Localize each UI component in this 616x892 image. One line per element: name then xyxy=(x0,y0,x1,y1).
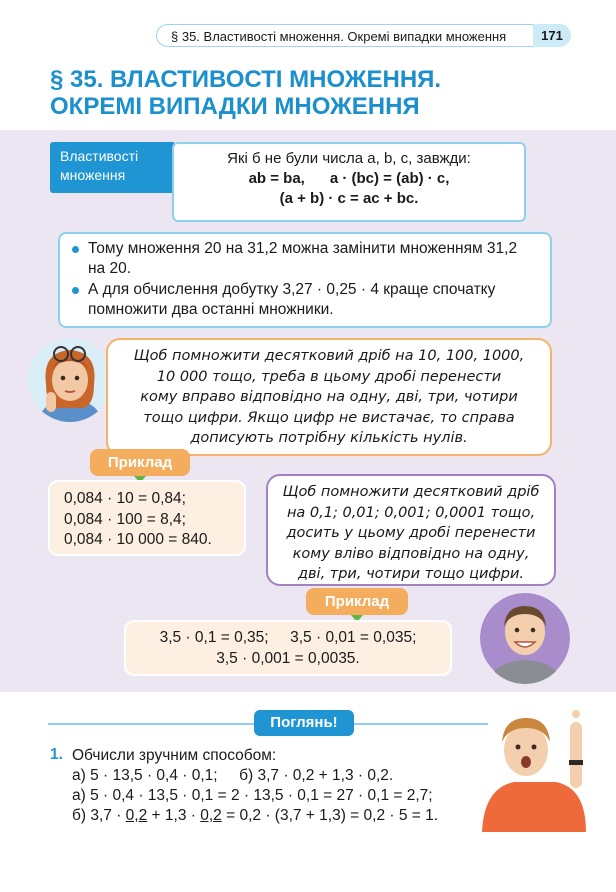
title-line-1: § 35. ВЛАСТИВОСТІ МНОЖЕННЯ. xyxy=(50,66,442,93)
properties-formula-2: (a + b) · c = ac + bc. xyxy=(279,190,419,207)
task-parts: а) 5 · 13,5 · 0,4 · 0,1; б) 3,7 · 0,2 + 1,3 · 0,2. xyxy=(72,767,394,784)
page-title xyxy=(50,66,590,120)
bubble-line: дві, три, чотири тощо цифри. xyxy=(297,566,525,582)
task-block xyxy=(72,746,472,826)
example-line: 0,084 · 100 = 8,4; xyxy=(64,510,186,528)
solution-b-part: = 0,2 · (3,7 + 1,3) = 0,2 · 5 = 1. xyxy=(221,807,439,824)
title-line-2: ОКРЕМІ ВИПАДКИ МНОЖЕННЯ xyxy=(50,93,420,120)
bubble-line: 10 000 тощо, треба в цьому дробі перенести xyxy=(156,368,502,385)
example-line: 0,084 · 10 000 = 840. xyxy=(64,531,212,548)
example-tag-label: Приклад xyxy=(107,454,173,471)
solution-b-underlined: 0,2 xyxy=(200,807,222,824)
running-header-text: § 35. Властивості множення. Окремі випадки множення xyxy=(171,29,507,44)
solution-b-underlined: 0,2 xyxy=(125,807,148,824)
example-line: 3,5 · 0,001 = 0,0035. xyxy=(216,649,360,667)
bullet-icon xyxy=(72,287,79,294)
boy-speech-bubble xyxy=(266,474,556,586)
properties-tag-line-2: множення xyxy=(60,167,126,183)
bubble-line: дописують потрібну кількість нулів. xyxy=(190,430,468,446)
properties-formula-1: ab = ba, a · (bc) = (ab) · c, xyxy=(248,170,450,187)
info-item xyxy=(72,239,538,279)
running-header xyxy=(156,24,570,47)
properties-tag-line-1: Властивості xyxy=(60,148,139,164)
properties-box xyxy=(172,142,526,222)
bubble-line: кому вправо відповідно на одну, дві, три, чотири xyxy=(140,389,518,405)
boy-avatar xyxy=(480,592,570,684)
solution-a: а) 5 · 0,4 · 13,5 · 0,1 = 2 · 13,5 · 0,1 = 27 · 0,1 = 2,7; xyxy=(72,787,433,804)
page-number: 171 xyxy=(533,24,571,47)
info-item xyxy=(72,280,538,320)
look-tag: Поглянь! xyxy=(254,710,354,736)
solution-b-part: б) 3,7 · xyxy=(72,807,126,824)
bubble-line: кому вліво відповідно на одну, xyxy=(292,545,530,562)
info-item-text: Тому множення 20 на 31,2 можна замінити множенням 31,2 на 20. xyxy=(88,240,518,277)
example-tag-label: Приклад xyxy=(324,593,390,610)
example-tag xyxy=(306,588,408,615)
example-box-1 xyxy=(48,480,246,556)
bubble-line: на 0,1; 0,01; 0,001; 0,0001 тощо, xyxy=(286,504,536,521)
task-text: Обчисли зручним способом: xyxy=(72,747,277,764)
solution-b xyxy=(72,806,472,826)
properties-intro: Які б не були числа a, b, c, завжди: xyxy=(227,150,471,167)
girl-speech-bubble xyxy=(106,338,552,456)
solution-b-part: + 1,3 · xyxy=(147,807,201,824)
bubble-line: тощо цифри. Якщо цифр не вистачає, то справа xyxy=(143,409,515,426)
properties-tag xyxy=(50,142,174,193)
bubble-line: Щоб помножити десятковий дріб на 10, 100, 1000, xyxy=(133,348,525,364)
bullet-icon xyxy=(72,246,79,253)
bubble-line: досить у цьому дробі перенести xyxy=(286,525,536,541)
task-number: 1. xyxy=(50,746,63,763)
boy-photo xyxy=(474,702,594,832)
example-line: 3,5 · 0,1 = 0,35; 3,5 · 0,01 = 0,035; xyxy=(159,629,417,646)
bubble-line: Щоб помножити десятковий дріб xyxy=(282,484,540,500)
info-box xyxy=(58,232,552,328)
example-box-2 xyxy=(124,620,452,676)
girl-avatar xyxy=(28,338,112,422)
info-item-text: А для обчислення добутку 3,27 · 0,25 · 4 краще спочатку помножити два останні множники. xyxy=(88,281,496,318)
example-line: 0,084 · 10 = 0,84; xyxy=(64,490,186,507)
example-tag xyxy=(90,449,190,476)
